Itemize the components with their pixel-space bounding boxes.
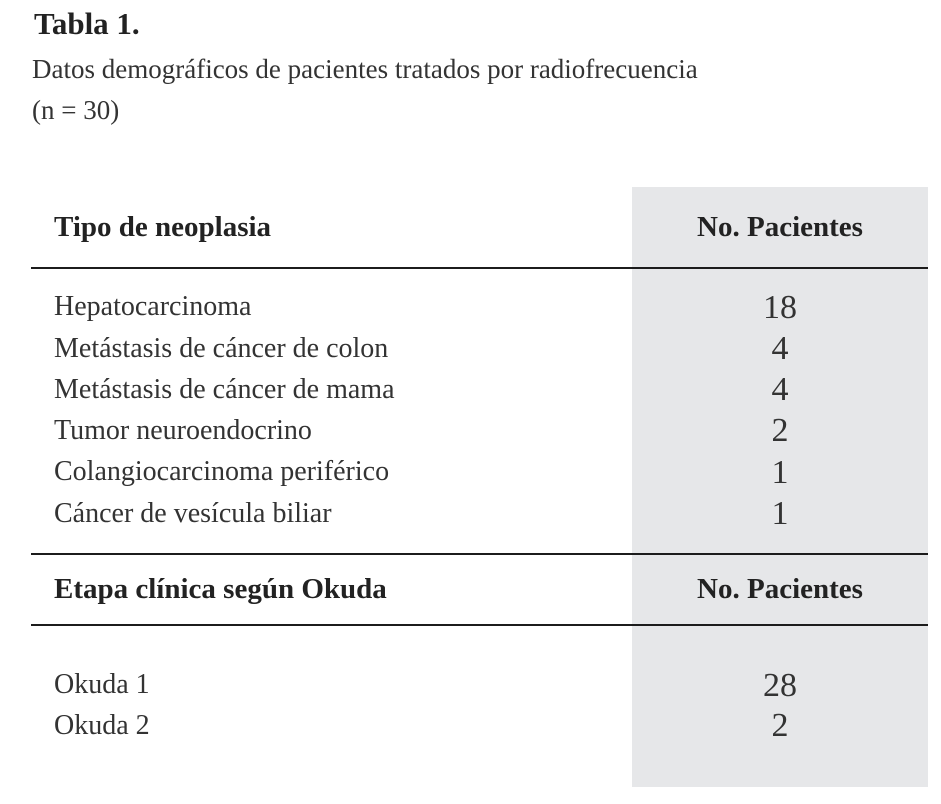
table-caption-line-2: (n = 30) bbox=[32, 95, 120, 125]
section1-header-left: Tipo de neoplasia bbox=[54, 211, 272, 243]
table-row-value: 18 bbox=[763, 289, 797, 326]
section-divider-rule bbox=[31, 553, 928, 555]
table-row-label: Metástasis de cáncer de colon bbox=[54, 333, 389, 364]
table-row-label: Hepatocarcinoma bbox=[54, 291, 252, 322]
section2-header-right: No. Pacientes bbox=[697, 573, 863, 605]
table-row-label: Cáncer de vesícula biliar bbox=[54, 498, 332, 529]
table-row-value: 28 bbox=[763, 667, 797, 704]
section1-header-rule bbox=[31, 267, 928, 269]
section2-header-rule bbox=[31, 624, 928, 626]
table-row-label: Okuda 1 bbox=[54, 669, 150, 700]
table-row-value: 1 bbox=[771, 454, 789, 491]
table-row-value: 2 bbox=[771, 412, 789, 449]
table-row-label: Colangiocarcinoma periférico bbox=[54, 456, 390, 487]
table-row-value: 4 bbox=[771, 330, 789, 367]
table-row-value: 1 bbox=[771, 495, 789, 532]
table-caption-line-1: Datos demográficos de pacientes tratados por radiofrecuencia bbox=[32, 54, 698, 84]
table-row-value: 4 bbox=[771, 371, 789, 408]
table-row-label: Tumor neuroendocrino bbox=[54, 415, 312, 446]
table-title: Tabla 1. bbox=[34, 6, 140, 41]
table-row-label: Okuda 2 bbox=[54, 710, 150, 741]
table-row-label: Metástasis de cáncer de mama bbox=[54, 374, 395, 405]
table-row-value: 2 bbox=[771, 707, 789, 744]
section2-header-left: Etapa clínica según Okuda bbox=[54, 573, 387, 605]
section1-header-right: No. Pacientes bbox=[697, 211, 863, 243]
